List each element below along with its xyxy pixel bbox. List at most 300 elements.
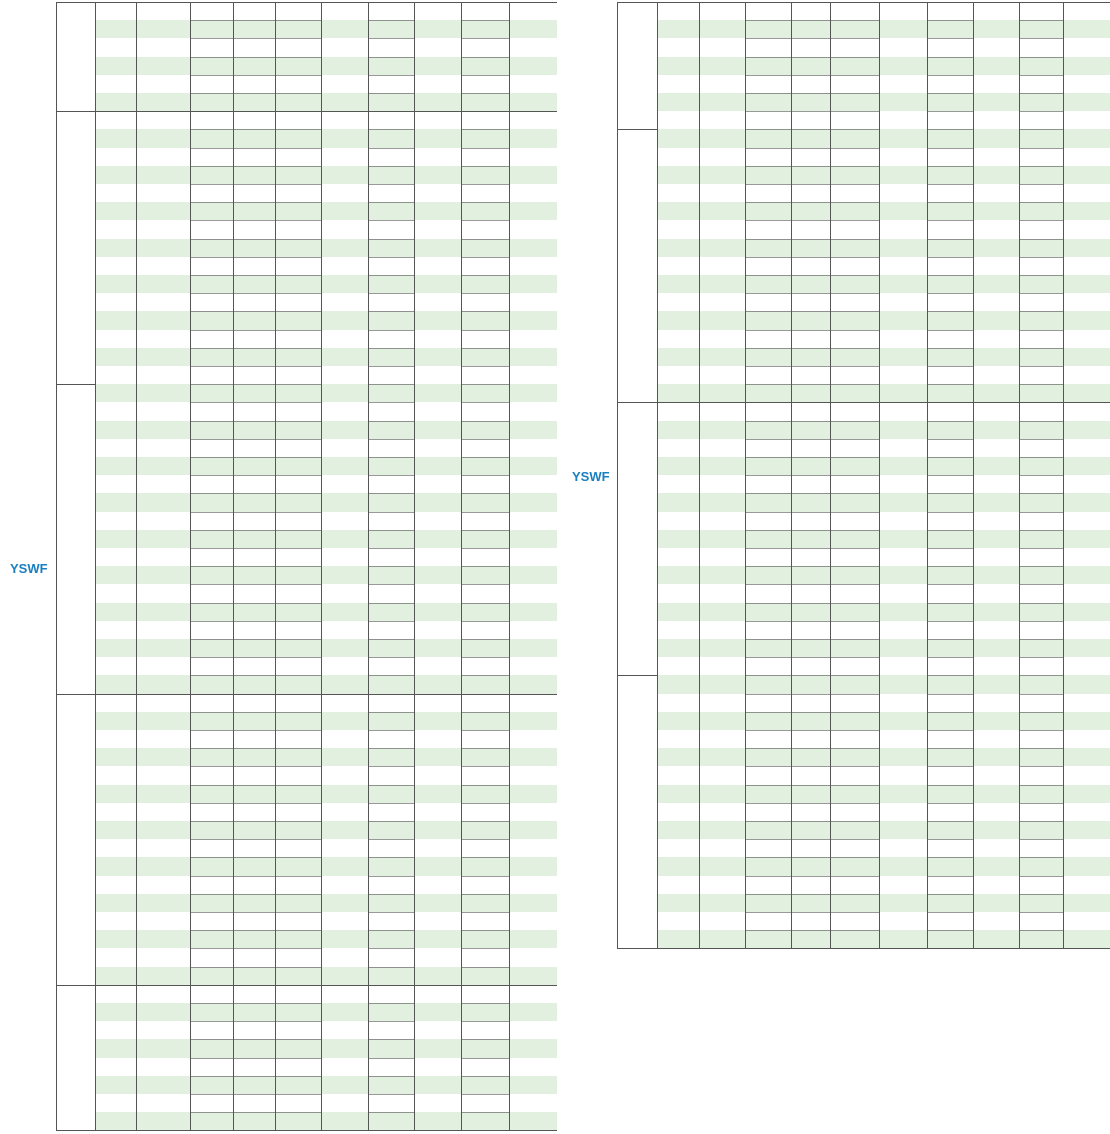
value-Y	[1019, 202, 1063, 220]
value-P	[190, 366, 233, 384]
row-divider	[1019, 38, 1063, 39]
value-V	[368, 857, 414, 875]
size-b	[699, 129, 745, 402]
value-P	[745, 439, 791, 457]
value-Y	[1019, 111, 1063, 129]
row-divider	[461, 148, 509, 149]
length-L	[657, 330, 699, 348]
value-Vb	[275, 530, 321, 548]
value-Va	[233, 566, 275, 584]
column-divider	[321, 2, 322, 1130]
value-Va	[791, 512, 830, 530]
value-V	[927, 239, 973, 257]
row-divider	[461, 930, 509, 931]
row-divider	[1019, 493, 1063, 494]
value-Vb	[275, 785, 321, 803]
value-Y	[461, 803, 509, 821]
value-V	[368, 111, 414, 129]
length-L	[657, 348, 699, 366]
row-divider	[461, 1039, 509, 1040]
length-L	[95, 311, 136, 329]
row-divider	[461, 75, 509, 76]
length-L	[657, 202, 699, 220]
row-divider	[368, 202, 414, 203]
length-L	[657, 876, 699, 894]
row-divider	[1019, 857, 1063, 858]
value-8	[973, 129, 1019, 402]
row-divider	[745, 220, 879, 221]
length-L	[95, 1039, 136, 1057]
row-divider	[461, 184, 509, 185]
value-P	[190, 766, 233, 784]
row-divider	[927, 730, 973, 731]
row-divider	[190, 985, 321, 986]
row-divider	[190, 293, 321, 294]
value-V	[368, 948, 414, 966]
value-Y	[1019, 712, 1063, 730]
row-divider	[1019, 512, 1063, 513]
row-divider	[461, 730, 509, 731]
length-L	[95, 57, 136, 75]
row-divider	[461, 1112, 509, 1113]
row-divider	[745, 639, 879, 640]
table-top-border	[617, 2, 1110, 3]
value-P	[190, 967, 233, 985]
row-divider	[190, 493, 321, 494]
size-d	[56, 111, 95, 384]
row-divider	[368, 712, 414, 713]
value-P	[745, 129, 791, 147]
column-divider	[56, 2, 57, 1130]
row-divider	[1019, 930, 1063, 931]
value-Y	[1019, 20, 1063, 38]
length-L	[657, 93, 699, 111]
length-L	[95, 220, 136, 238]
value-Y	[461, 530, 509, 548]
row-divider	[461, 111, 509, 112]
value-Vb	[830, 402, 879, 420]
value-Vb	[275, 366, 321, 384]
row-divider	[745, 148, 879, 149]
value-Va	[233, 493, 275, 511]
row-divider	[1019, 639, 1063, 640]
value-V	[368, 1058, 414, 1076]
length-L	[657, 75, 699, 93]
value-Vb	[830, 384, 879, 402]
length-L	[95, 748, 136, 766]
value-Va	[233, 402, 275, 420]
length-L	[657, 384, 699, 402]
row-divider	[190, 1003, 321, 1004]
value-Y	[1019, 603, 1063, 621]
value-Vb	[830, 821, 879, 839]
row-divider	[190, 148, 321, 149]
value-Y	[1019, 621, 1063, 639]
value-V	[368, 493, 414, 511]
row-divider	[1019, 621, 1063, 622]
row-divider	[461, 548, 509, 549]
row-divider	[1019, 821, 1063, 822]
value-Va	[233, 439, 275, 457]
value-P	[745, 20, 791, 38]
value-V	[368, 694, 414, 712]
row-divider	[745, 694, 879, 695]
value-Vb	[275, 293, 321, 311]
value-V	[368, 38, 414, 56]
value-V	[927, 38, 973, 56]
row-divider	[927, 220, 973, 221]
row-divider	[1019, 166, 1063, 167]
row-divider	[745, 311, 879, 312]
value-P	[190, 694, 233, 712]
value-Y	[1019, 220, 1063, 238]
value-Va	[233, 184, 275, 202]
value-Va	[233, 821, 275, 839]
row-divider	[368, 1021, 414, 1022]
value-Y	[1019, 239, 1063, 257]
row-divider	[1019, 111, 1063, 112]
row-divider	[190, 384, 321, 385]
row-divider	[368, 184, 414, 185]
value-Vb	[830, 675, 879, 693]
value-Vb	[830, 912, 879, 930]
row-divider	[1019, 785, 1063, 786]
value-Va	[233, 530, 275, 548]
value-P	[190, 311, 233, 329]
value-Vb	[830, 566, 879, 584]
row-divider	[1019, 876, 1063, 877]
value-Y	[461, 493, 509, 511]
row-divider	[368, 220, 414, 221]
value-Y	[1019, 512, 1063, 530]
value-Va	[791, 384, 830, 402]
row-divider	[190, 20, 321, 21]
length-L	[95, 330, 136, 348]
row-divider	[1019, 912, 1063, 913]
value-V	[927, 857, 973, 875]
length-L	[95, 38, 136, 56]
value-Va	[791, 457, 830, 475]
row-divider	[927, 876, 973, 877]
row-divider	[190, 202, 321, 203]
value-Vb	[275, 803, 321, 821]
size-b	[699, 402, 745, 675]
row-divider	[745, 675, 879, 676]
value-Y	[461, 894, 509, 912]
column-divider	[879, 2, 880, 948]
length-L	[95, 166, 136, 184]
row-divider	[461, 894, 509, 895]
value-V	[368, 220, 414, 238]
row-divider	[190, 475, 321, 476]
row-divider	[927, 166, 973, 167]
value-P	[190, 202, 233, 220]
row-divider	[461, 603, 509, 604]
value-P	[190, 239, 233, 257]
value-Vb	[275, 330, 321, 348]
value-Vb	[830, 530, 879, 548]
value-Vb	[830, 657, 879, 675]
row-divider	[368, 1039, 414, 1040]
value-V	[927, 803, 973, 821]
value-Va	[791, 894, 830, 912]
row-divider	[368, 894, 414, 895]
value-Vb	[830, 293, 879, 311]
size-b	[136, 2, 190, 111]
row-divider	[368, 439, 414, 440]
value-V	[368, 1021, 414, 1039]
value-V	[368, 129, 414, 147]
length-L	[95, 257, 136, 275]
row-divider	[927, 603, 973, 604]
value-P	[745, 293, 791, 311]
row-divider	[190, 821, 321, 822]
value-Y	[461, 912, 509, 930]
row-divider	[190, 366, 321, 367]
length-L	[95, 803, 136, 821]
row-divider	[461, 493, 509, 494]
value-Vb	[275, 876, 321, 894]
value-Y	[461, 694, 509, 712]
length-L	[95, 548, 136, 566]
value-Va	[791, 257, 830, 275]
length-L	[657, 730, 699, 748]
value-Va	[791, 694, 830, 712]
value-Y	[461, 566, 509, 584]
value-P	[190, 330, 233, 348]
value-Y	[461, 985, 509, 1003]
value-Vb	[275, 111, 321, 129]
row-divider	[461, 1058, 509, 1059]
value-Va	[233, 38, 275, 56]
value-Y	[461, 129, 509, 147]
row-divider	[927, 748, 973, 749]
value-P	[745, 876, 791, 894]
length-L	[95, 348, 136, 366]
value-V	[927, 748, 973, 766]
value-P	[190, 1003, 233, 1021]
value-Vb	[830, 712, 879, 730]
value-Vb	[275, 493, 321, 511]
row-divider	[190, 748, 321, 749]
length-L	[95, 493, 136, 511]
value-P	[190, 730, 233, 748]
value-V	[368, 566, 414, 584]
value-Y	[1019, 530, 1063, 548]
value-Vb	[275, 457, 321, 475]
length-L	[95, 202, 136, 220]
value-V	[368, 730, 414, 748]
value-P	[190, 1058, 233, 1076]
value-Vb	[830, 548, 879, 566]
size-d	[617, 129, 657, 402]
value-Va	[791, 75, 830, 93]
value-V	[927, 111, 973, 129]
value-Y	[1019, 548, 1063, 566]
value-Y	[461, 148, 509, 166]
value-Vb	[830, 148, 879, 166]
value-Va	[233, 894, 275, 912]
row-divider	[745, 730, 879, 731]
length-L	[657, 220, 699, 238]
value-P	[190, 1112, 233, 1130]
row-divider	[1019, 75, 1063, 76]
length-L	[657, 239, 699, 257]
length-L	[95, 967, 136, 985]
value-Y	[1019, 493, 1063, 511]
value-Vb	[830, 930, 879, 948]
column-divider	[617, 2, 618, 948]
value-P	[745, 75, 791, 93]
row-divider	[745, 657, 879, 658]
value-Va	[233, 603, 275, 621]
value-Y	[1019, 748, 1063, 766]
value-Va	[791, 202, 830, 220]
row-divider	[368, 857, 414, 858]
value-V	[368, 239, 414, 257]
value-Vb	[830, 220, 879, 238]
value-Va	[233, 330, 275, 348]
row-divider	[461, 839, 509, 840]
value-P	[745, 548, 791, 566]
row-divider	[461, 20, 509, 21]
row-divider	[1019, 402, 1063, 403]
value-Vb	[830, 457, 879, 475]
length-L	[657, 657, 699, 675]
value-Y	[461, 603, 509, 621]
row-divider	[190, 694, 321, 695]
row-divider	[745, 384, 879, 385]
row-divider	[190, 584, 321, 585]
size-d	[56, 2, 95, 111]
size-d	[617, 402, 657, 675]
length-L	[657, 912, 699, 930]
value-Vb	[275, 894, 321, 912]
value-Vb	[275, 1021, 321, 1039]
length-L	[95, 603, 136, 621]
row-divider	[927, 566, 973, 567]
row-divider	[368, 275, 414, 276]
length-L	[95, 93, 136, 111]
row-divider	[1019, 894, 1063, 895]
value-Vb	[830, 785, 879, 803]
value-V	[927, 785, 973, 803]
value-V	[927, 311, 973, 329]
value-V	[368, 148, 414, 166]
value-Va	[233, 803, 275, 821]
value-V	[368, 275, 414, 293]
row-divider	[368, 1076, 414, 1077]
value-Vb	[275, 548, 321, 566]
value-V	[927, 166, 973, 184]
value-8	[414, 694, 461, 985]
value-10	[1063, 675, 1110, 948]
value-Vb	[275, 730, 321, 748]
length-L	[95, 239, 136, 257]
value-8	[414, 985, 461, 1131]
value-Y	[1019, 129, 1063, 147]
value-Va	[233, 20, 275, 38]
row-divider	[927, 57, 973, 58]
row-divider	[190, 75, 321, 76]
value-V	[927, 439, 973, 457]
row-divider	[745, 876, 879, 877]
value-Vb	[275, 930, 321, 948]
value-V	[927, 421, 973, 439]
value-Vb	[830, 57, 879, 75]
value-P	[190, 912, 233, 930]
value-P	[190, 639, 233, 657]
row-divider	[190, 566, 321, 567]
row-divider	[461, 766, 509, 767]
value-8	[973, 402, 1019, 675]
value-Va	[233, 1112, 275, 1130]
model-label-left: YSWF	[10, 561, 48, 576]
row-divider	[461, 38, 509, 39]
size-d	[617, 675, 657, 948]
row-divider	[368, 20, 414, 21]
value-Vb	[275, 311, 321, 329]
row-divider	[190, 785, 321, 786]
value-V	[368, 311, 414, 329]
row-divider	[461, 857, 509, 858]
column-divider	[657, 2, 658, 948]
value-Va	[233, 857, 275, 875]
value-V	[368, 584, 414, 602]
row-divider	[461, 93, 509, 94]
row-divider	[368, 1003, 414, 1004]
value-Y	[461, 75, 509, 93]
row-divider	[190, 1094, 321, 1095]
row-divider	[368, 366, 414, 367]
row-divider	[368, 566, 414, 567]
row-divider	[368, 839, 414, 840]
row-divider	[190, 1021, 321, 1022]
value-V	[927, 603, 973, 621]
value-Y	[1019, 894, 1063, 912]
length-L	[657, 766, 699, 784]
row-divider	[368, 548, 414, 549]
value-Vb	[275, 93, 321, 111]
value-V	[927, 20, 973, 38]
row-divider	[190, 930, 321, 931]
row-divider	[461, 639, 509, 640]
value-P	[190, 1021, 233, 1039]
row-divider	[927, 366, 973, 367]
value-P	[190, 184, 233, 202]
value-Va	[791, 93, 830, 111]
value-P	[190, 111, 233, 129]
value-Y	[461, 93, 509, 111]
row-divider	[927, 38, 973, 39]
value-Va	[233, 730, 275, 748]
length-L	[657, 675, 699, 693]
value-Vb	[830, 803, 879, 821]
value-Vb	[830, 166, 879, 184]
value-V	[368, 512, 414, 530]
row-divider	[190, 1058, 321, 1059]
length-L	[657, 712, 699, 730]
row-divider	[927, 202, 973, 203]
row-divider	[1019, 20, 1063, 21]
row-divider	[927, 694, 973, 695]
value-V	[368, 348, 414, 366]
length-L	[657, 857, 699, 875]
value-Y	[1019, 366, 1063, 384]
row-divider	[368, 457, 414, 458]
value-Va	[233, 748, 275, 766]
value-Vb	[275, 603, 321, 621]
